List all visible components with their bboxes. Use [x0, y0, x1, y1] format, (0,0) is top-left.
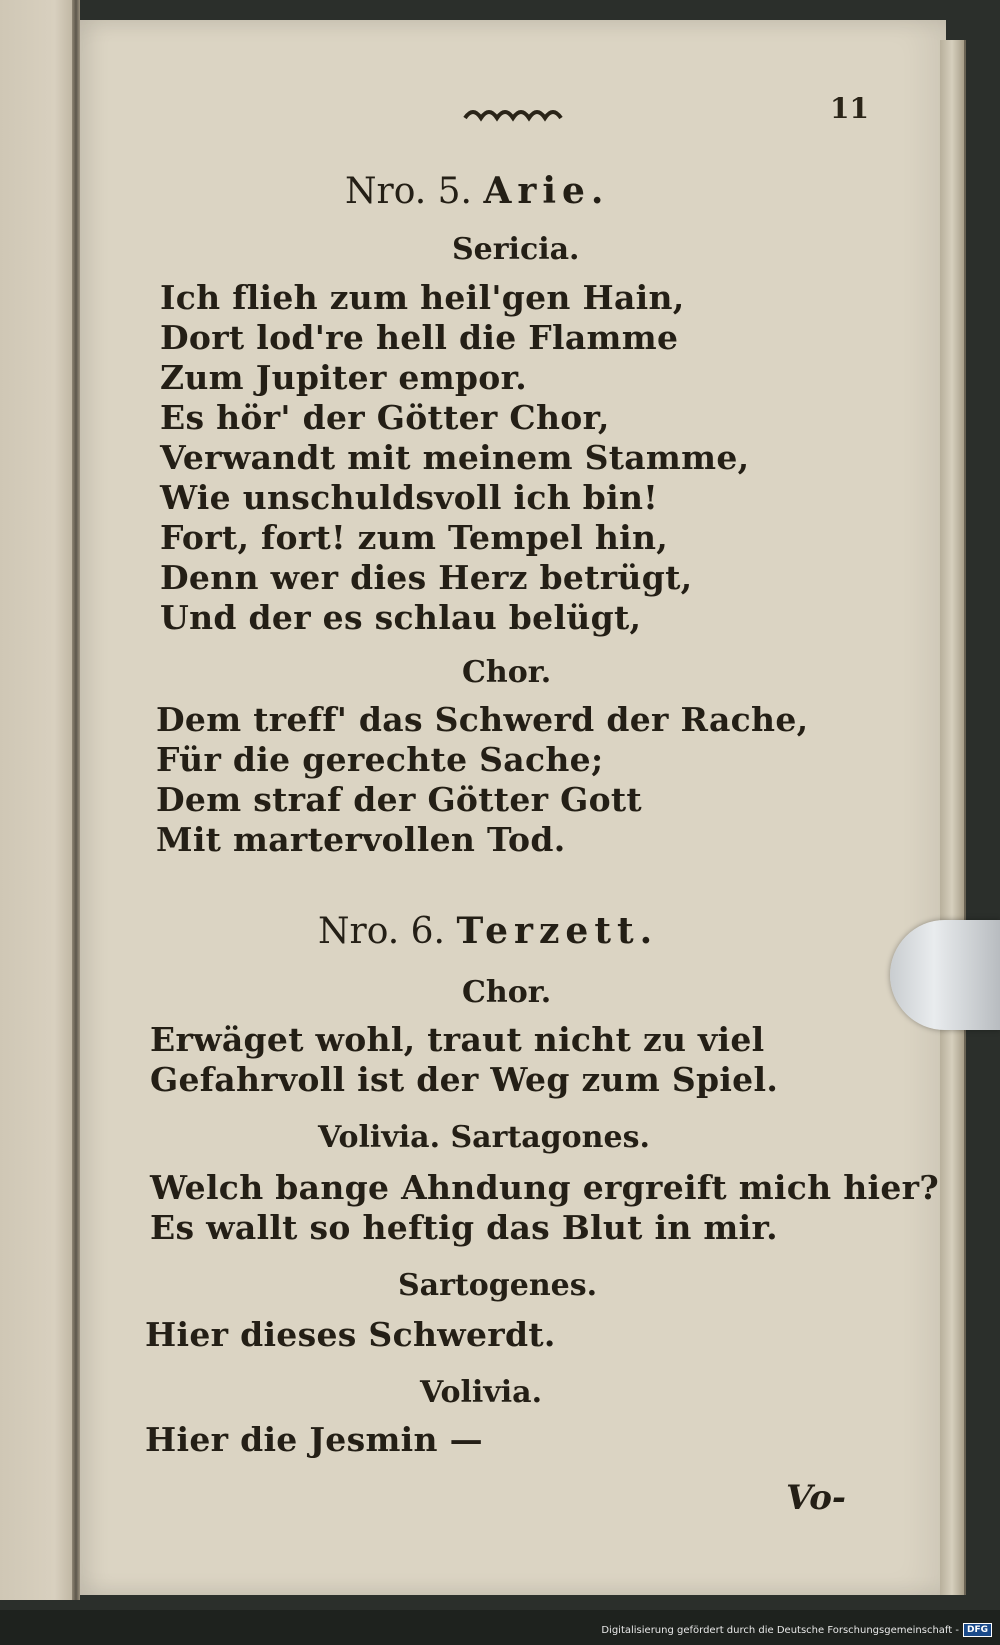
chorus-line: Dem straf der Götter Gott: [156, 780, 642, 819]
verse-line: Verwandt mit meinem Stamme,: [160, 438, 750, 477]
facing-page: [0, 0, 78, 1600]
verse-line: Wie unschuldsvoll ich bin!: [160, 478, 659, 517]
duet-line: Es wallt so heftig das Blut in mir.: [150, 1208, 778, 1247]
heading-title: Terzett.: [456, 910, 659, 952]
chorus-line: Mit martervollen Tod.: [156, 820, 566, 859]
page-edge: [940, 40, 966, 1595]
verse-line: Hier die Jesmin —: [145, 1420, 483, 1459]
verse-line: Fort, fort! zum Tempel hin,: [160, 518, 669, 557]
dfg-logo-icon: DFG: [963, 1623, 992, 1637]
chorus-line: Erwäget wohl, traut nicht zu viel: [150, 1020, 765, 1059]
book-gutter: [72, 0, 80, 1600]
verse-line: Ich flieh zum heil'gen Hain,: [160, 278, 685, 317]
heading-title: Arie.: [483, 170, 610, 212]
section-heading-6: [318, 910, 658, 952]
verse-line: Und der es schlau belügt,: [160, 598, 642, 637]
verse-line: Dort lod're hell die Flamme: [160, 318, 679, 357]
credit-text: Digitalisierung gefördert durch die Deutsche Forschungsgemeinschaft -: [601, 1624, 959, 1636]
singer-label: Sericia.: [452, 232, 580, 267]
chorus-line: Gefahrvoll ist der Weg zum Spiel.: [150, 1060, 779, 1099]
duet-line: Welch bange Ahndung ergreift mich hier?: [150, 1168, 939, 1207]
singer-label: Sartogenes.: [398, 1268, 598, 1303]
chorus-line: Dem treff' das Schwerd der Rache,: [156, 700, 809, 739]
chorus-line: Für die gerechte Sache;: [156, 740, 604, 779]
heading-number: Nro. 5.: [345, 171, 472, 212]
heading-number: Nro. 6.: [318, 911, 445, 952]
verse-line: Denn wer dies Herz betrügt,: [160, 558, 693, 597]
verse-line: Hier dieses Schwerdt.: [145, 1315, 556, 1354]
ornament-icon: [463, 104, 563, 124]
verse-line: Es hör' der Götter Chor,: [160, 398, 610, 437]
catchword: Vo-: [786, 1478, 847, 1518]
duet-label: Volivia. Sartagones.: [318, 1120, 650, 1155]
chorus-label: Chor.: [462, 655, 552, 690]
page-number: 11: [830, 92, 869, 125]
page-clip: [890, 920, 1000, 1030]
section-heading-5: [345, 170, 609, 212]
funding-credit: [601, 1623, 992, 1637]
chorus-label: Chor.: [462, 975, 552, 1010]
verse-line: Zum Jupiter empor.: [160, 358, 528, 397]
singer-label: Volivia.: [420, 1375, 543, 1410]
